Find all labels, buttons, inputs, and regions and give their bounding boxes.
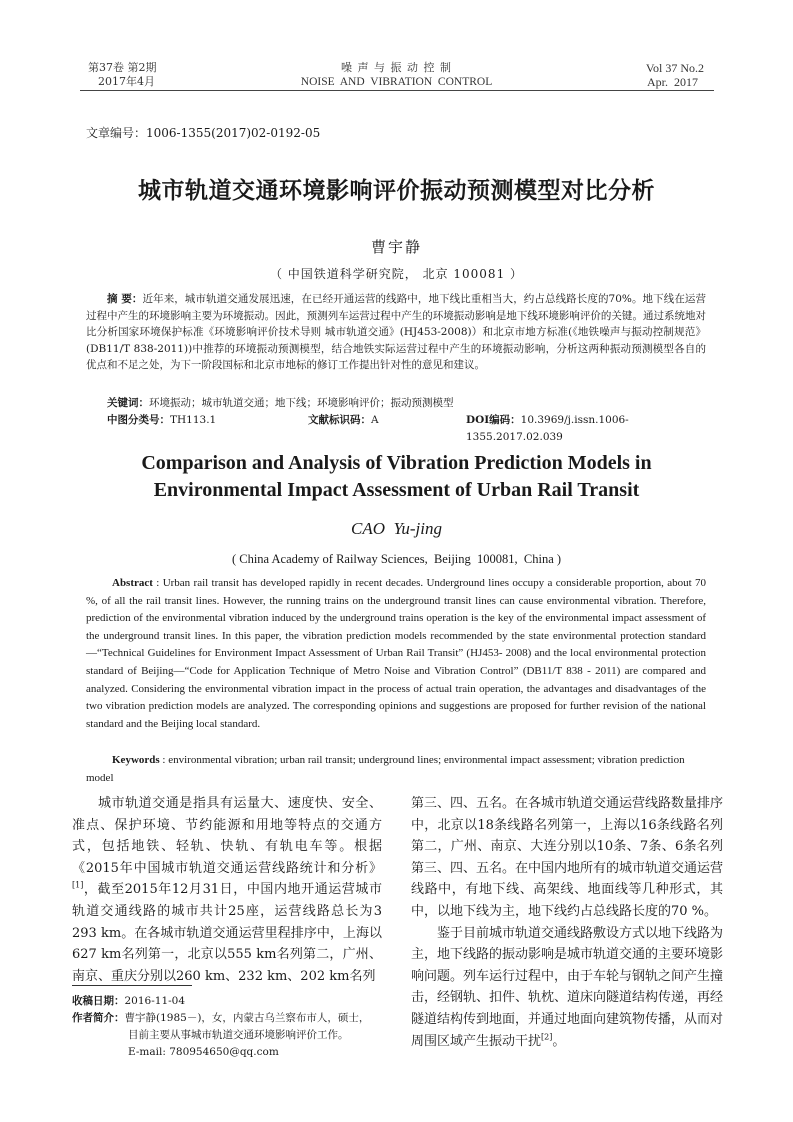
abstract-cn	[86, 291, 706, 374]
clc-label: 中图分类号：	[107, 414, 170, 426]
journal-name-cn: 噪 声 与 振 动 控 制	[341, 61, 452, 74]
citation-ref[interactable]: [1]	[72, 881, 84, 891]
abstract-en-text: : Urban rail transit has developed rapidly in recent decades. Underground lines occupy a considerable proportion, about 70 %, of all the rail transit lines. However, the running trains on the underground transit lines can cause environmental vibration. Therefore, prediction of the environmental vibration induced by the underground trains operation is the key of the environmental impact assessment of the underground transit lines. In this paper, the vibration prediction models recommended by the state environmental protection standard—“Technical Guidelines for Environment Impact Assessment of Urban Rail Transit” (HJ453- 2008) and the local environmental protection standard of Beijing—“Code for Application Technique of Metro Noise and Vibration Control” (DB11/T 838 - 2011) are compared and analyzed. Considering the environmental vibration impact in the process of actual train operation, the advantages and disadvantages of the two vibration prediction models are analyzed. The corresponding opinions and suggestions are proposed for further revision of the national standard and the Beijing local standard.	[86, 577, 706, 730]
header-rule	[80, 90, 714, 91]
author-en: CAO Yu-jing	[350, 519, 442, 538]
doc-code-value: A	[371, 414, 379, 426]
body-paragraph: 城市轨道交通是指具有运量大、速度快、安全、准点、保护环境、节约能源和用地等特点的交通方式，包括地铁、轻轨、快轨、有轨电车等。根据《2015年中国城市轨道交通运营线路统计和分析》[1]，截至2015年12月31日，中国内地开通运营城市轨道交通线路的城市共计25座，运营线路总长为3 293 km。在各城市轨道交通运营里程排序中，上海以627 km名列第一，北京以555 km名列第二，广州、南京、重庆分别以260 km、232 km、202 km名列	[72, 796, 382, 984]
keywords-cn	[86, 395, 706, 412]
journal-volume-en: Vol 37 No.2	[645, 61, 704, 75]
title-en-line2: Environmental Impact Assessment of Urban Rail Transit	[153, 479, 640, 501]
doc-code	[308, 412, 379, 429]
doi-value: 10.3969/j.issn.1006-1355.2017.02.039	[466, 414, 629, 443]
journal-name-en: NOISE AND VIBRATION CONTROL	[300, 76, 493, 88]
body-left-column	[72, 793, 382, 987]
body-paragraph: 鉴于目前城市轨道交通线路敷设方式以地下线路为主，地下线路的振动影响是城市轨道交通的主要环境影响问题。列车运行过程中，由于车轮与钢轨之间产生撞击，经钢轨、扣件、轨枕、道床向隧道结构传递，再经隧道结构传到地面，并通过地面向建筑物传播，从而对周围区域产生振动干扰[2]。	[411, 925, 724, 1049]
author-bio-line2: 目前主要从事城市轨道交通环境影响评价工作。	[128, 1029, 349, 1041]
body-paragraph: 第三、四、五名。在各城市轨道交通运营线路数量排序中，北京以18条线路名列第一，上海以16条线路名列第二，广州、南京、大连分别以10条、7条、6条名列第三、四、五名。在中国内地所有的城市轨道交通运营线路中，有地下线、高架线、地面线等几种形式，其中，以地下线为主，地下线约占总线路长度的70 %。	[411, 796, 724, 919]
footnote-rule	[72, 985, 192, 986]
affiliation-en: ( China Academy of Railway Sciences, Beijing 100081, China )	[231, 552, 562, 566]
abstract-en-label: Abstract	[112, 577, 153, 589]
journal-date-en: Apr. 2017	[647, 75, 698, 89]
article-number: 文章编号：1006-1355(2017)02-0192-05	[86, 126, 321, 140]
doc-code-label: 文献标识码：	[308, 414, 371, 426]
body-right-column	[411, 793, 723, 1052]
author-email[interactable]: E-mail: 780954650@qq.com	[128, 1046, 279, 1058]
affiliation-cn: （ 中国铁道科学研究院， 北京 100081 ）	[269, 267, 524, 281]
abstract-cn-text: 近年来，城市轨道交通发展迅速，在已经开通运营的线路中，地下线比重相当大，约占总线路长度的70%。地下线在运营过程中产生的环境影响主要为环境振动。因此，预测列车运营过程中产生的环境振动影响是地下线环境影响评价的关键。通过系统地对比分析国家环境保护标准《环境影响评价技术导则 城市轨道交通》(HJ453-2008)）和北京市地方标准(《地铁噪声与振动控制规范》(DB11/T 838-2011))中推荐的环境振动预测模型，结合地铁实际运营过程中产生的环境振动影响，分析这两种振动预测模型各自的优点和不足之处，为下一阶段国标和北京市地标的修订工作提出针对性的意见和建议。	[86, 293, 707, 372]
classification-line	[86, 412, 706, 443]
title-en-line1: Comparison and Analysis of Vibration Prediction Models in	[141, 452, 652, 474]
title-cn: 城市轨道交通环境影响评价振动预测模型对比分析	[138, 178, 655, 204]
keywords-en-text: : environmental vibration; urban rail transit; underground lines; environmental impact assessment; vibration prediction model	[86, 754, 685, 784]
keywords-en	[86, 752, 706, 787]
journal-date-cn: 2017年4月	[98, 75, 155, 88]
journal-volume-issue: 第37卷 第2期	[88, 61, 157, 74]
citation-ref[interactable]: [2]	[541, 1032, 553, 1042]
received-date: 收稿日期：2016-11-04	[72, 995, 186, 1007]
author-cn: 曹宇静	[370, 238, 422, 256]
keywords-cn-text: 环境振动；城市轨道交通；地下线；环境影响评价；振动预测模型	[149, 397, 454, 409]
keywords-en-label: Keywords	[112, 754, 160, 766]
abstract-cn-label: 摘 要：	[107, 293, 143, 305]
keywords-cn-label: 关键词：	[107, 397, 149, 409]
abstract-en	[86, 575, 706, 733]
title-en	[60, 450, 733, 504]
doi	[466, 412, 706, 445]
footnote	[72, 993, 384, 1061]
doi-label: DOI编码：	[466, 414, 521, 426]
clc-value: TH113.1	[170, 414, 217, 426]
author-bio: 作者简介：曹宇静(1985－)，女，内蒙古乌兰察布市人，硕士，	[72, 1012, 370, 1024]
